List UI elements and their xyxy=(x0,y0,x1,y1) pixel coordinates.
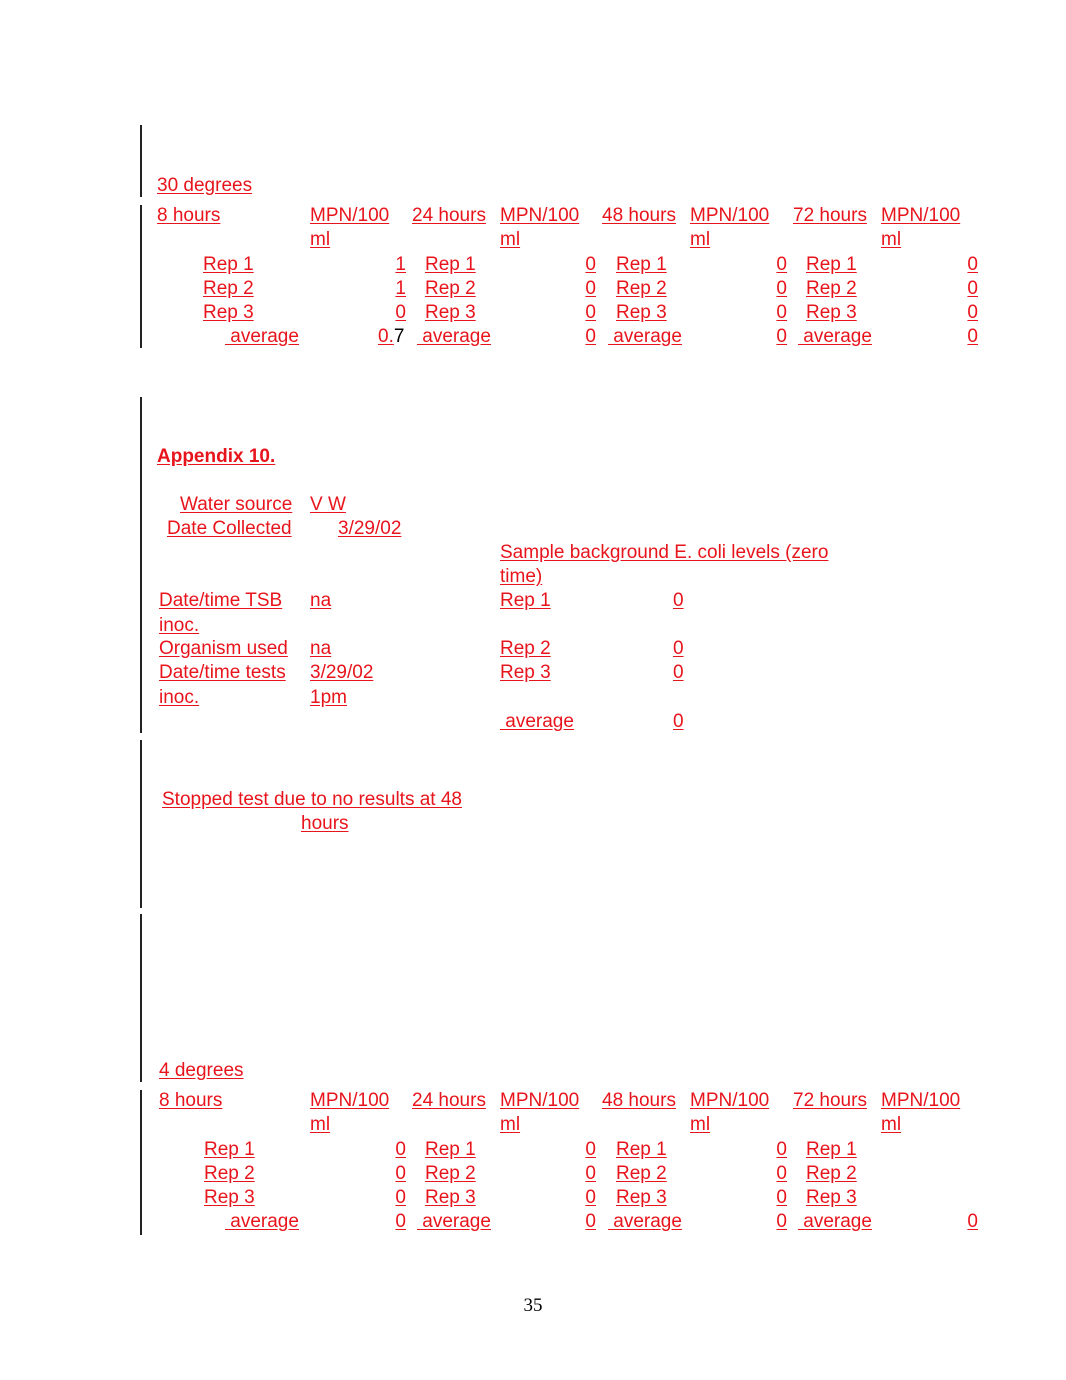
cell-value: 0 xyxy=(776,326,787,347)
row-label: Rep 1 xyxy=(806,1139,857,1160)
row-label: Rep 2 xyxy=(425,1163,476,1184)
row-label: Rep 1 xyxy=(425,1139,476,1160)
tests-label: inoc. xyxy=(159,687,200,708)
cell-value: 0 xyxy=(967,254,978,275)
date-collected-value: 3/29/02 xyxy=(338,518,402,539)
date-collected-label: Date Collected xyxy=(167,518,292,539)
tsb-value: na xyxy=(310,590,332,611)
tsb-label: inoc. xyxy=(159,615,200,636)
cell-value: 0 xyxy=(395,302,406,323)
cell-value: 0 xyxy=(585,1211,596,1232)
column-header: MPN/100 xyxy=(690,205,770,226)
row-label: Rep 2 xyxy=(204,1163,255,1184)
column-header: 48 hours xyxy=(602,1090,676,1111)
cell-value: 0 xyxy=(585,1139,596,1160)
water-source-value: V W xyxy=(310,494,346,515)
page-number: 35 xyxy=(523,1295,543,1316)
column-header: MPN/100 xyxy=(690,1090,770,1111)
background-row-label: Rep 2 xyxy=(500,638,551,659)
cell-value: 0 xyxy=(395,1139,406,1160)
tests-value: 1pm xyxy=(310,687,347,708)
background-row-label: average xyxy=(500,711,574,732)
cell-value: 1 xyxy=(395,278,406,299)
row-label: Rep 3 xyxy=(204,1187,255,1208)
unit-label: ml xyxy=(881,229,902,250)
unit-label: ml xyxy=(690,229,711,250)
cell-value: 0 xyxy=(776,1211,787,1232)
cell-value: 0 xyxy=(585,1187,596,1208)
margin-bar xyxy=(140,397,142,733)
margin-bar xyxy=(140,1090,142,1235)
row-label: Rep 2 xyxy=(203,278,254,299)
unit-label: ml xyxy=(500,229,521,250)
unit-label: ml xyxy=(310,229,331,250)
cell-value: 0 xyxy=(776,278,787,299)
row-label: Rep 1 xyxy=(616,1139,667,1160)
cell-value: 0 xyxy=(395,1211,406,1232)
row-label: average xyxy=(225,1211,299,1232)
column-header: MPN/100 xyxy=(310,1090,390,1111)
margin-bar xyxy=(140,914,142,1082)
row-label: Rep 3 xyxy=(616,302,667,323)
row-label: Rep 2 xyxy=(616,1163,667,1184)
row-label: Rep 1 xyxy=(616,254,667,275)
column-header: 24 hours xyxy=(412,1090,486,1111)
cell-value: 0 xyxy=(776,1187,787,1208)
row-label: average xyxy=(417,326,491,347)
row-label: average xyxy=(225,326,299,347)
row-label: average xyxy=(608,326,682,347)
average-value xyxy=(378,325,404,349)
column-header: MPN/100 xyxy=(881,205,961,226)
row-label: Rep 2 xyxy=(425,278,476,299)
column-header: 24 hours xyxy=(412,205,486,226)
column-header: 72 hours xyxy=(793,205,867,226)
cell-value-suffix: 7 xyxy=(393,326,405,347)
row-label: Rep 3 xyxy=(203,302,254,323)
section-title: 30 degrees xyxy=(157,175,253,196)
cell-value: 0. xyxy=(378,326,394,347)
row-label: average xyxy=(417,1211,491,1232)
cell-value: 0 xyxy=(967,326,978,347)
row-label: Rep 3 xyxy=(425,302,476,323)
cell-value: 0 xyxy=(395,1163,406,1184)
cell-value: 1 xyxy=(395,254,406,275)
column-header: MPN/100 xyxy=(310,205,390,226)
cell-value: 0 xyxy=(585,302,596,323)
row-label: average xyxy=(798,1211,872,1232)
row-label: Rep 2 xyxy=(806,278,857,299)
cell-value: 0 xyxy=(776,1163,787,1184)
column-header: 48 hours xyxy=(602,205,676,226)
tsb-label: Date/time TSB xyxy=(159,590,283,611)
tests-value: 3/29/02 xyxy=(310,662,374,683)
cell-value: 0 xyxy=(585,254,596,275)
background-row-value: 0 xyxy=(673,711,684,732)
organism-label: Organism used xyxy=(159,638,288,659)
column-header: 72 hours xyxy=(793,1090,867,1111)
background-row-value: 0 xyxy=(673,638,684,659)
column-header: 8 hours xyxy=(157,205,221,226)
column-header: 8 hours xyxy=(159,1090,223,1111)
row-label: Rep 2 xyxy=(806,1163,857,1184)
cell-value: 0 xyxy=(776,254,787,275)
unit-label: ml xyxy=(310,1114,331,1135)
background-row-value: 0 xyxy=(673,662,684,683)
cell-value: 0 xyxy=(585,1163,596,1184)
margin-bar xyxy=(140,125,142,197)
tests-label: Date/time tests xyxy=(159,662,286,683)
row-label: Rep 3 xyxy=(806,302,857,323)
note: Stopped test due to no results at 48 xyxy=(162,789,462,810)
row-label: Rep 1 xyxy=(203,254,254,275)
cell-value: 0 xyxy=(585,278,596,299)
cell-value: 0 xyxy=(585,326,596,347)
row-label: Rep 1 xyxy=(806,254,857,275)
row-label: Rep 1 xyxy=(425,254,476,275)
background-heading: time) xyxy=(500,566,543,587)
column-header: MPN/100 xyxy=(881,1090,961,1111)
row-label: Rep 3 xyxy=(425,1187,476,1208)
cell-value: 0 xyxy=(967,278,978,299)
cell-value: 0 xyxy=(395,1187,406,1208)
cell-value: 0 xyxy=(967,302,978,323)
note: hours xyxy=(301,813,349,834)
cell-value: 0 xyxy=(776,302,787,323)
section-title: 4 degrees xyxy=(159,1060,244,1081)
margin-bar xyxy=(140,205,142,348)
unit-label: ml xyxy=(690,1114,711,1135)
background-row-label: Rep 3 xyxy=(500,662,551,683)
row-label: average xyxy=(798,326,872,347)
water-source-label: Water source xyxy=(180,494,293,515)
row-label: average xyxy=(608,1211,682,1232)
row-label: Rep 2 xyxy=(616,278,667,299)
background-heading: Sample background E. coli levels (zero xyxy=(500,542,829,563)
background-row-label: Rep 1 xyxy=(500,590,551,611)
column-header: MPN/100 xyxy=(500,205,580,226)
appendix-heading: Appendix 10. xyxy=(157,446,276,467)
organism-value: na xyxy=(310,638,332,659)
cell-value: 0 xyxy=(967,1211,978,1232)
margin-bar xyxy=(140,740,142,908)
row-label: Rep 3 xyxy=(616,1187,667,1208)
cell-value: 0 xyxy=(776,1139,787,1160)
row-label: Rep 1 xyxy=(204,1139,255,1160)
unit-label: ml xyxy=(881,1114,902,1135)
background-row-value: 0 xyxy=(673,590,684,611)
row-label: Rep 3 xyxy=(806,1187,857,1208)
column-header: MPN/100 xyxy=(500,1090,580,1111)
unit-label: ml xyxy=(500,1114,521,1135)
